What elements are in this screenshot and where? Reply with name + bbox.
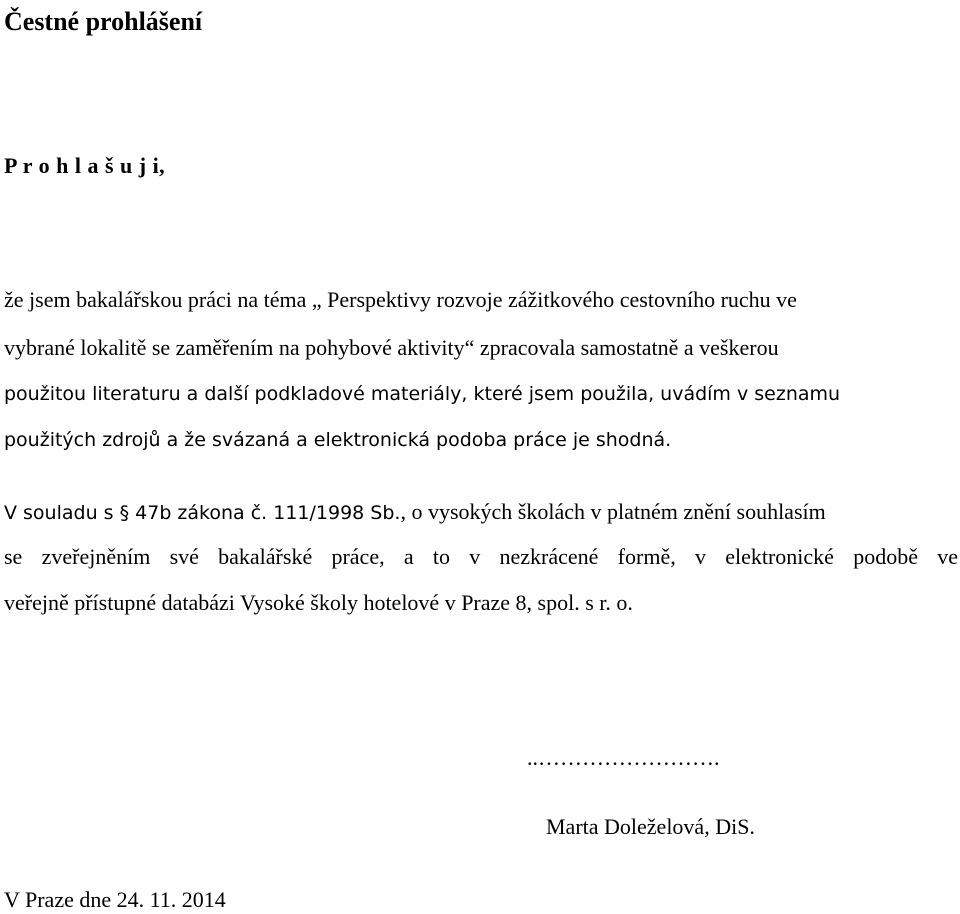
paragraph-line: veřejně přístupné databázi Vysoké školy hotelové v Praze 8, spol. s r. o. (4, 590, 633, 615)
paragraph-line: použitých zdrojů a že svázaná a elektronická podoba práce je shodná. (4, 429, 672, 451)
declaration-heading: P r o h l a š u j i, (4, 153, 166, 178)
text-fragment: V souladu s (4, 502, 120, 524)
paragraph-line: že jsem bakalářskou práci na téma „ Perspektivy rozvoje zážitkového cestovního ruchu ve (4, 287, 797, 312)
place-date: V Praze dne 24. 11. 2014 (4, 887, 226, 912)
signature-line: ..……………………. (527, 745, 720, 770)
section-sign: § (119, 502, 130, 524)
signature-name: Marta Doleželová, DiS. (546, 814, 755, 839)
paragraph-line: se zveřejněním své bakalářské práce, a to v nezkrácené formě, v elektronické podobě ve (4, 544, 958, 569)
text-fragment: 47b zákona č. 111/1998 Sb. (129, 502, 401, 524)
text-fragment: , o vysokých školách v platném znění souhlasím (400, 499, 826, 524)
paragraph-line (4, 498, 826, 527)
paragraph-line: vybrané lokalitě se zaměřením na pohybové aktivity“ zpracovala samostatně a veškerou (4, 335, 779, 360)
document-title: Čestné prohlášení (4, 7, 203, 36)
paragraph-line: použitou literaturu a další podkladové materiály, které jsem použila, uvádím v seznamu (4, 383, 841, 405)
